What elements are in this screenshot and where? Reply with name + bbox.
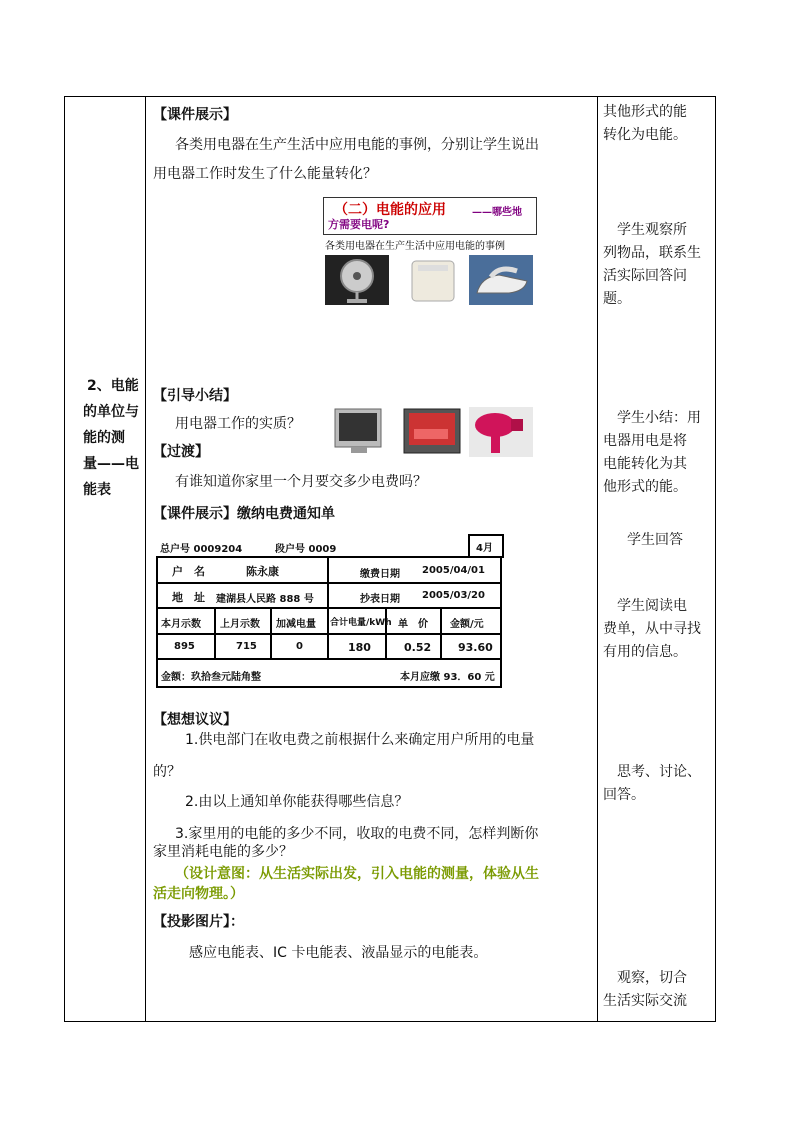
student-activity-1 xyxy=(603,101,687,147)
student-activity-line: 活实际回答问 xyxy=(603,268,687,284)
bread-maker-icon xyxy=(400,255,464,305)
bill-name-label: 户 名 xyxy=(172,565,205,578)
student-activity-line: 学生小结：用 xyxy=(603,410,701,426)
bill-value: 0.52 xyxy=(404,641,432,654)
student-activity-line: 观察，切合 xyxy=(603,970,687,986)
student-activity-line: 列物品，联系生 xyxy=(603,245,701,261)
student-activity-line: 学生阅读电 xyxy=(603,598,687,614)
slide-title-line2: 方需要电呢? xyxy=(328,218,390,231)
bill-amount-words: 金额：玖拾叁元陆角整 xyxy=(161,672,261,683)
discussion-heading: 【想想议议】 xyxy=(153,712,237,728)
bill-addr-value: 建湖县人民路 888 号 xyxy=(216,594,314,605)
section-title-line: 2、电能 xyxy=(87,378,139,394)
bill-seg-no: 段户号 0009 xyxy=(275,544,337,555)
projection-text: 感应电能表、IC 卡电能表、液晶显示的电能表。 xyxy=(189,945,488,961)
bill-header: 加减电量 xyxy=(276,619,316,630)
question-2: 2.由以上通知单你能获得哪些信息？ xyxy=(185,794,409,810)
bill-total-no: 总户号 0009204 xyxy=(160,544,243,555)
bill-value: 180 xyxy=(348,641,371,654)
student-activity-line: 转化为电能。 xyxy=(603,127,687,143)
slide-title-box xyxy=(323,197,537,235)
bill-read-date-value: 2005/03/20 xyxy=(422,590,485,601)
transition-text: 有谁知道你家里一个月要交多少电费吗？ xyxy=(175,474,427,490)
student-activity-4: 学生回答 xyxy=(627,532,683,548)
bill-header: 单 价 xyxy=(398,619,428,630)
bill-amount-due: 本月应缴 93．60 元 xyxy=(400,672,495,683)
student-activity-line: 电能转化为其 xyxy=(603,456,687,472)
slide-title-dash: ——哪些地 xyxy=(472,207,522,218)
question-3-cont: 家里消耗电能的多少？ xyxy=(153,844,293,860)
student-activity-line: 回答。 xyxy=(603,787,645,803)
bill-month: 4月 xyxy=(476,543,493,554)
student-activity-line: 生活实际交流 xyxy=(603,993,687,1009)
bill-pay-date-label: 缴费日期 xyxy=(360,569,400,580)
design-intent-cont: 活走向物理。） xyxy=(153,886,244,902)
bill-heading: 【课件展示】缴纳电费通知单 xyxy=(153,506,335,522)
student-activity-line: 其他形式的能 xyxy=(603,104,687,120)
bill-value: 0 xyxy=(296,641,303,652)
monitor-icon xyxy=(327,407,391,457)
bill-value: 93.60 xyxy=(458,641,493,654)
question-1-cont: 的？ xyxy=(153,764,181,780)
student-activity-5 xyxy=(603,595,701,664)
student-activity-line: 他形式的能。 xyxy=(603,479,687,495)
student-activity-line: 费单，从中寻找 xyxy=(603,621,701,637)
bill-header: 合计电量/kWh xyxy=(330,618,392,628)
column-divider-right xyxy=(597,97,598,1021)
bill-pay-date-value: 2005/04/01 xyxy=(422,565,485,576)
student-activity-line: 电器用电是将 xyxy=(603,433,687,449)
guide-summary-heading: 【引导小结】 xyxy=(153,388,237,404)
bill-read-date-label: 抄表日期 xyxy=(360,594,400,605)
projection-heading: 【投影图片】： xyxy=(153,914,244,930)
question-1: 1.供电部门在收电费之前根据什么来确定用户所用的电量 xyxy=(185,732,535,748)
design-intent: （设计意图：从生活实际出发，引入电能的测量，体验从生 xyxy=(175,866,539,882)
courseware-text: 各类用电器在生产生活中应用电能的事例，分别让学生说出 xyxy=(175,137,539,153)
bill-header: 本月示数 xyxy=(161,619,201,630)
student-activity-6 xyxy=(603,761,701,807)
bill-header: 上月示数 xyxy=(220,619,260,630)
bill-value: 895 xyxy=(174,641,195,652)
electricity-bill-image xyxy=(150,530,505,690)
student-activity-3 xyxy=(603,407,701,499)
student-activity-line: 题。 xyxy=(603,291,631,307)
student-activity-line: 有用的信息。 xyxy=(603,644,687,660)
student-activity-line: 学生观察所 xyxy=(603,222,687,238)
question-3: 3.家里用的电能的多少不同，收取的电费不同，怎样判断你 xyxy=(175,826,539,842)
section-title-line: 的单位与 xyxy=(83,404,139,420)
section-title xyxy=(83,373,143,503)
column-divider-left xyxy=(145,97,146,1021)
transition-heading: 【过渡】 xyxy=(153,444,209,460)
bill-name-value: 陈永康 xyxy=(246,565,279,578)
bill-addr-label: 地 址 xyxy=(172,591,205,604)
fan-icon xyxy=(325,255,389,305)
student-activity-7 xyxy=(603,967,687,1013)
guide-summary-text: 用电器工作的实质？ xyxy=(175,416,301,432)
section-title-line: 能表 xyxy=(83,482,111,498)
slide-title: （二）电能的应用 xyxy=(334,202,446,218)
student-activity-2 xyxy=(603,219,701,311)
bill-header: 金额/元 xyxy=(450,619,484,630)
slide-subtitle: 各类用电器在生产生活中应用电能的事例 xyxy=(325,241,505,252)
courseware-heading: 【课件展示】 xyxy=(153,107,237,123)
bill-value: 715 xyxy=(236,641,257,652)
hair-dryer-icon xyxy=(469,407,533,457)
tv-icon xyxy=(400,407,464,457)
iron-icon xyxy=(469,255,533,305)
courseware-text: 用电器工作时发生了什么能量转化？ xyxy=(153,166,377,182)
section-title-line: 能的测 xyxy=(83,430,125,446)
student-activity-line: 思考、讨论、 xyxy=(603,764,701,780)
section-title-line: 量——电 xyxy=(83,456,139,472)
